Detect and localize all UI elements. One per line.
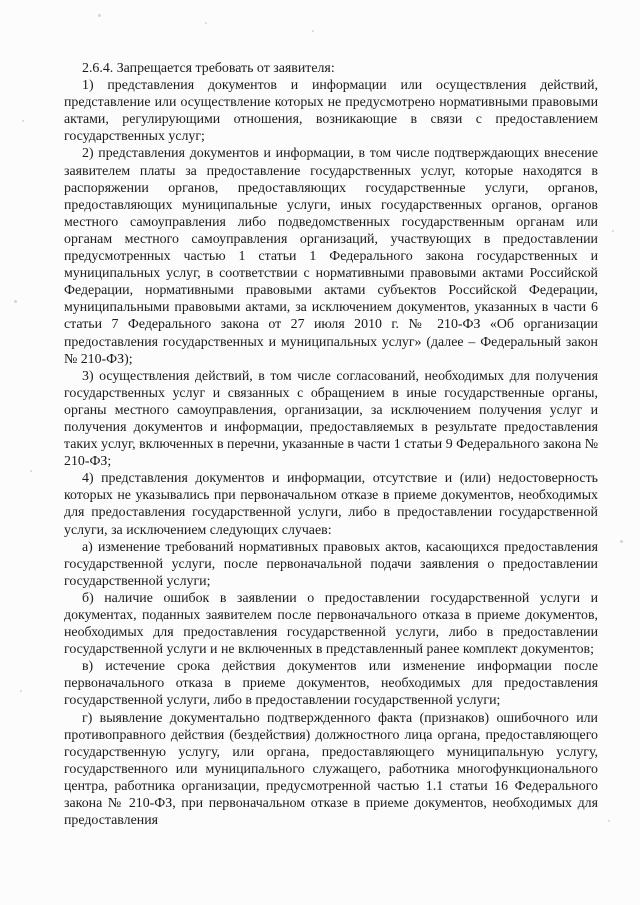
paragraph-subitem-a: а) изменение требований нормативных правовых актов, касающихся предоставления государственной услуги, после первоначальной подачи заявления о предоставлении государственной услуги; bbox=[64, 539, 598, 589]
section-heading: 2.6.4. Запрещается требовать от заявителя: bbox=[82, 61, 335, 76]
scan-speck bbox=[608, 820, 610, 822]
scan-speck bbox=[312, 30, 314, 32]
paragraph-subitem-g: г) выявление документально подтвержденного факта (признаков) ошибочного или противоправного действия (бездействия) должностного лица органа, предоставляющего государственную услугу, или органа, предоставляющего муниципальную услугу, государственного или муниципального служащего, работника многофункционального центра, работника организации, предусмотренной частью 1.1 статьи 16 Федерального закона № 210-ФЗ, при первоначальном отказе в приеме документов, необходимых для предоставления bbox=[64, 710, 598, 829]
paragraph-item-1: 1) представления документов и информации или осуществления действий, представление или осуществление которых не предусмотрено нормативными правовыми актами, регулирующими отношения, возникающие в связи с предоставлением государственных услуг; bbox=[64, 78, 598, 145]
scan-speck bbox=[22, 120, 24, 122]
scan-speck bbox=[620, 540, 623, 543]
scan-speck bbox=[612, 230, 614, 232]
scan-speck bbox=[14, 300, 17, 303]
paragraph-item-4: 4) представления документов и информации, отсутствие и (или) недостоверность которых не указывались при первоначальном отказе в приеме документов, необходимых для предоставления государственной услуги, либо в предоставлении государственной услуги, за исключением следующих случаев: bbox=[64, 471, 598, 538]
paragraph-item-3: 3) осуществления действий, в том числе согласований, необходимых для получения государственных услуг и связанных с обращением в иные государственные органы, органы местного самоуправления, организации, за исключением получения услуг и получения документов и информации, предоставляемых в результате предоставления таких услуг, включенных в перечни, указанные в части 1 статьи 9 Федерального закона № 210-ФЗ; bbox=[64, 368, 598, 470]
document-body bbox=[64, 60, 598, 829]
scan-speck bbox=[98, 14, 101, 17]
paragraph-item-2: 2) представления документов и информации, в том числе подтверждающих внесение заявителем платы за предоставление государственных услуг, которые находятся в распоряжении органов, предоставляющих государственные услуги, органов, предоставляющих муниципальные услуги, иных государственных органов, органов местного самоуправления либо подведомственных государственным органам или органам местного самоуправления организаций, участвующих в предоставлении предусмотренных частью 1 статьи 1 Федерального закона государственных и муниципальных услуг, в соответствии с нормативными правовыми актами Российской Федерации, нормативными правовыми актами субъектов Российской Федерации, муниципальными правовыми актами, за исключением документов, указанных в части 6 статьи 7 Федерального закона от 27 июля 2010 г. № 210-ФЗ «Об организации предоставления государственных и муниципальных услуг» (далее – Федеральный закон № 210-ФЗ); bbox=[64, 146, 598, 367]
paragraph-subitem-v: в) истечение срока действия документов или изменение информации после первоначального отказа в приеме документов, необходимых для предоставления государственной услуги, либо в предоставлении государственной услуги; bbox=[64, 659, 598, 709]
paragraph-subitem-b: б) наличие ошибок в заявлении о предоставлении государственной услуги и документах, поданных заявителем после первоначального отказа в приеме документов, необходимых для предоставления государственной услуги, либо в предоставлении государственной услуги и не включенных в представленный ранее комплект документов; bbox=[64, 590, 598, 658]
scan-speck bbox=[30, 470, 32, 472]
scan-speck bbox=[20, 690, 22, 692]
scan-speck bbox=[205, 22, 207, 24]
